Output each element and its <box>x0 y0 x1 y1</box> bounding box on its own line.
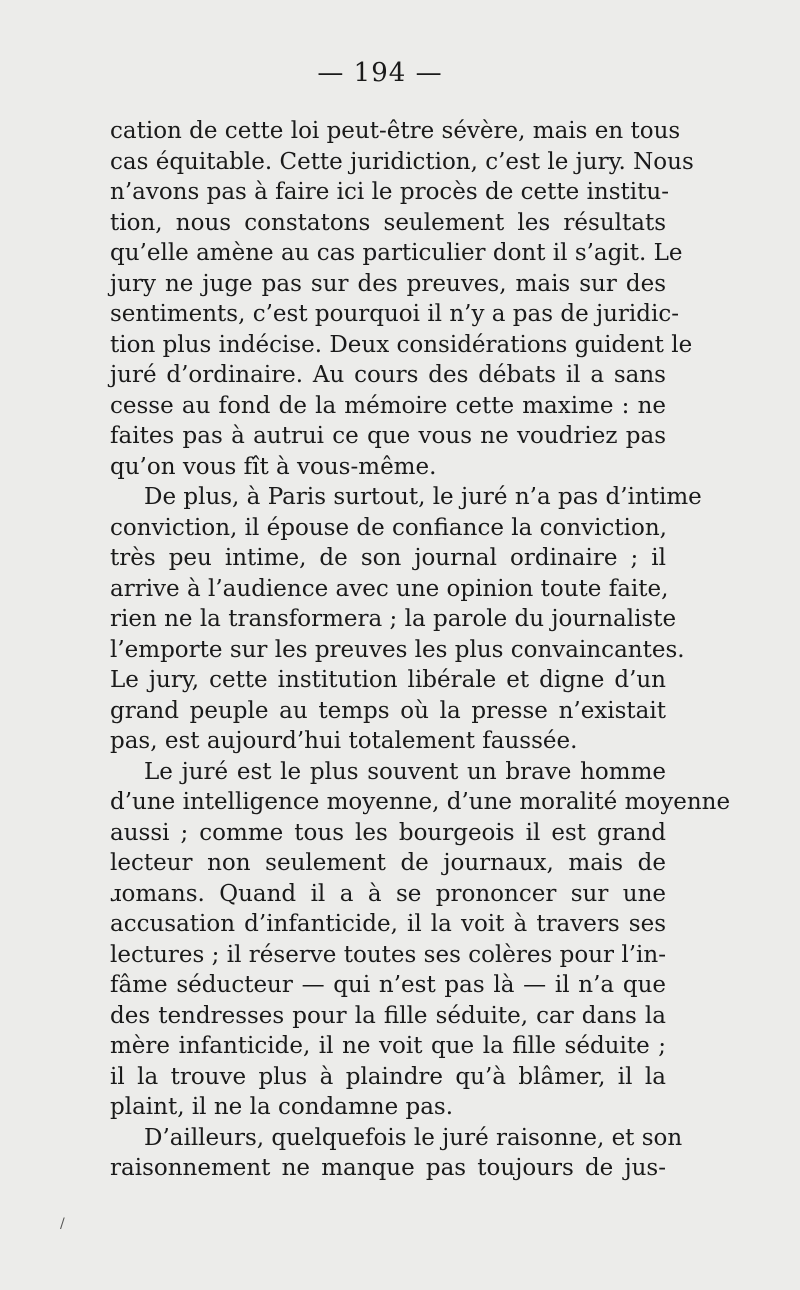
text-line: il la trouve plus à plaindre qu’à blâmer, il la <box>110 1063 666 1090</box>
text-line: aussi ; comme tous les bourgeois il est grand <box>110 819 666 846</box>
text-line: mère infanticide, il ne voit que la fille séduite ; <box>110 1033 666 1059</box>
text-line: d’une intelligence moyenne, d’une moralité moyenne <box>110 789 731 815</box>
text-line: lecteur non seulement de journaux, mais de <box>110 850 666 876</box>
text-line: faites pas à autrui ce que vous ne voudriez pas <box>110 423 666 449</box>
stray-ink-mark: / <box>60 1216 65 1232</box>
text-line: De plus, à Paris surtout, le juré n’a pas d’intime <box>144 484 702 510</box>
text-line: sentiments, c’est pourquoi il n’y a pas de juridic- <box>110 301 680 327</box>
text-line: jury ne juge pas sur des preuves, mais sur des <box>110 270 666 297</box>
text-line: Le juré est le plus souvent un brave homme <box>144 758 666 785</box>
text-line: grand peuple au temps où la presse n’existait <box>110 697 666 724</box>
text-line: qu’elle amène au cas particulier dont il s’agit. Le <box>110 240 683 266</box>
text-line: n’avons pas à faire ici le procès de cette institu- <box>110 179 669 205</box>
text-line: D’ailleurs, quelquefois le juré raisonne, et son <box>144 1124 683 1151</box>
text-line: juré d’ordinaire. Au cours des débats il a sans <box>110 362 666 388</box>
text-line: très peu intime, de son journal ordinaire ; il <box>110 545 666 571</box>
text-line: cation de cette loi peut-être sévère, mais en tous <box>110 118 681 144</box>
page-number: — 194 — <box>317 58 443 88</box>
text-line: arrive à l’audience avec une opinion toute faite, <box>110 575 669 602</box>
text-line: tion, nous constatons seulement les résultats <box>110 209 666 236</box>
text-line: des tendresses pour la fille séduite, car dans la <box>110 1002 666 1029</box>
text-line: ɹomans. Quand il a à se prononcer sur une <box>110 880 666 907</box>
text-line: fâme séducteur — qui n’est pas là — il n’a que <box>110 972 666 998</box>
text-line: raisonnement ne manque pas toujours de jus- <box>110 1155 666 1181</box>
text-line: pas, est aujourd’hui totalement faussée. <box>110 728 578 754</box>
text-line: qu’on vous fît à vous-même. <box>110 453 437 480</box>
text-line: l’emporte sur les preuves les plus convaincantes. <box>110 636 685 663</box>
text-line: rien ne la transformera ; la parole du journaliste <box>110 606 677 632</box>
text-line: cas équitable. Cette juridiction, c’est le jury. Nous <box>110 148 694 175</box>
text-line: tion plus indécise. Deux considérations guident le <box>110 331 693 358</box>
text-line: conviction, il épouse de confiance la conviction, <box>110 514 667 541</box>
text-line: accusation d’infanticide, il la voit à travers ses <box>110 911 666 937</box>
text-line: plaint, il ne la condamne pas. <box>110 1094 454 1120</box>
text-line: cesse au fond de la mémoire cette maxime : ne <box>110 392 666 419</box>
text-line: lectures ; il réserve toutes ses colères pour l’in- <box>110 941 666 968</box>
body-text <box>110 116 731 1184</box>
text-line: Le jury, cette institution libérale et digne d’un <box>110 667 666 693</box>
